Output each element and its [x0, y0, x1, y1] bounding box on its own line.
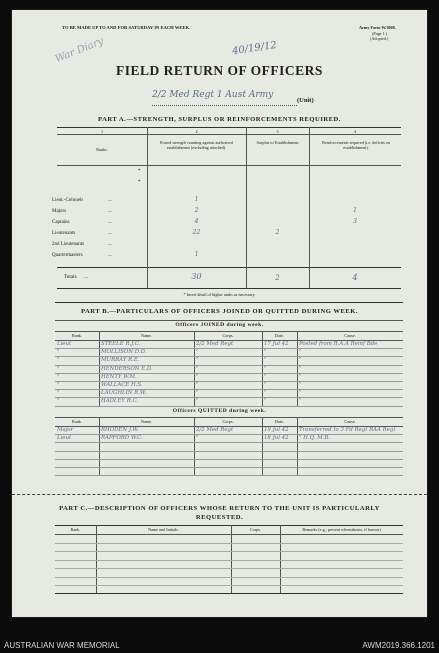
cell-rank: ": [57, 373, 60, 380]
page-ref: (Page 1.): [372, 31, 388, 36]
blank-row-line: [55, 551, 403, 552]
cell-date: ": [264, 365, 267, 372]
blank-row-line: [55, 585, 403, 586]
part-c-col-name: Name and Initials.: [148, 527, 179, 532]
cell-name: HADLEY R.C.: [101, 398, 139, 405]
cell-corps: ": [196, 398, 199, 405]
cell-name: LAUGHLIN R.W.: [101, 390, 147, 397]
cell-corps: ": [196, 365, 199, 372]
joined-heading: Officers JOINED during week.: [175, 322, 264, 328]
col-header-ranks: Ranks.: [96, 147, 108, 152]
form-number: Army Form W.3008.: [359, 25, 396, 30]
top-instruction: TO BE MADE UP TO AND FOR SATURDAY IN EACH WEEK.: [62, 25, 191, 30]
part-a-footnote: * Insert detail of higher ranks as necessary.: [183, 292, 256, 297]
page-title: FIELD RETURN OF OFFICERS: [116, 63, 323, 78]
reinforcements-value: 3: [353, 218, 357, 225]
part-c-heading-2: REQUESTED.: [195, 514, 244, 521]
posted-value: 2: [194, 207, 199, 214]
cell-rank: Lieut: [57, 435, 72, 442]
rank-label: Lieut.-Colonels: [52, 198, 84, 203]
quitted-heading: Officers QUITTED during week.: [172, 408, 267, 414]
cell-cause: ": [299, 382, 302, 388]
rank-label: 2nd Lieutenants: [52, 242, 85, 247]
part-a-top-rule: [57, 127, 401, 128]
cell-rank: Major: [57, 427, 74, 433]
rank-label: Lieutenants: [52, 231, 76, 236]
cell-corps: ": [196, 357, 199, 364]
cell-date: ": [264, 357, 267, 364]
col-header-reinforcements: Reinforcements required (i.e. deficits on establishment).: [322, 140, 390, 150]
part-b-heading: PART B.—PARTICULARS OF OFFICERS JOINED OR QUITTED DURING WEEK.: [80, 308, 359, 315]
cell-name: RHODEN J.W.: [101, 427, 139, 433]
column-header: Rank.: [72, 419, 82, 424]
rank-label: Captains: [52, 220, 70, 225]
cell-rank: ": [57, 390, 60, 397]
total-reinforcements: 4: [352, 273, 358, 282]
cell-rank: ": [57, 382, 60, 388]
posted-value: 1: [194, 196, 199, 203]
rank-dots: ...: [108, 209, 112, 214]
cell-cause: ": [299, 349, 302, 356]
cell-corps: ": [196, 349, 199, 356]
tear-line: [12, 494, 427, 495]
part-c-col-remarks: Remarks (e.g., present whereabouts, if known): [302, 527, 381, 532]
cell-cause: ": [299, 357, 302, 364]
cell-name: HENTY W.M.: [101, 373, 137, 380]
cell-date: ": [264, 398, 267, 405]
cell-date: 18 Jul 42: [264, 435, 289, 442]
footer-institution: AUSTRALIAN WAR MEMORIAL: [4, 641, 120, 650]
rank-dots: ...: [108, 253, 112, 258]
cell-name: WALLACE H.S.: [101, 382, 143, 388]
cell-name: STEELE R.J.C.: [101, 341, 141, 347]
cell-rank: Lieut: [57, 341, 72, 347]
column-header: Date.: [275, 419, 284, 424]
column-header: Name.: [140, 419, 153, 424]
cell-cause: " H.Q. M.B.: [299, 435, 331, 442]
total-posted: 30: [191, 272, 202, 281]
cell-rank: ": [57, 398, 60, 405]
cell-cause: ": [299, 390, 302, 397]
cell-corps: ": [196, 382, 199, 388]
part-c-col-corps: Corps.: [249, 527, 262, 532]
column-header: Cause.: [344, 419, 356, 424]
rank-dots: ...: [108, 242, 112, 247]
cell-date: ": [264, 349, 267, 356]
col-header-posted: Posted strength counting against authorised establishment (excluding attached).: [160, 140, 233, 150]
posted-value: 22: [192, 229, 201, 236]
blank-row-line: [55, 577, 403, 578]
col-num-4: 4: [353, 129, 357, 134]
column-header: Name.: [140, 333, 153, 338]
column-divider: [297, 332, 298, 406]
reference-number: 40/19/12: [231, 39, 278, 58]
col-num-2: 2: [195, 129, 198, 134]
column-divider: [194, 332, 195, 406]
cell-date: 17 Jul 42: [264, 341, 289, 347]
cell-name: MURRAY R.E.: [101, 357, 140, 364]
unit-handwritten: 2/2 Med Regt 1 Aust Army: [152, 90, 274, 100]
cell-corps: ": [196, 435, 199, 442]
total-surplus: 2: [275, 274, 280, 282]
rank-dots: ...: [108, 220, 112, 225]
footer-accession: AWM2019.366.1201: [362, 641, 435, 650]
cell-corps: 2/2 Med Regt: [196, 341, 234, 347]
cell-cause: Transferred to 3 Fd Regt RAA Regt: [299, 427, 396, 433]
cell-rank: ": [57, 349, 60, 356]
col-header-surplus: Surplus to Establishment.: [256, 140, 300, 145]
cell-cause: ": [299, 398, 302, 405]
posted-value: 4: [194, 218, 199, 225]
reinforcements-value: 1: [353, 207, 357, 214]
cell-corps: 2/2 Med Regt: [196, 427, 234, 433]
war-diary-stamp: War Diary: [53, 35, 106, 66]
cell-cause: Posted from R.A.A Reinf Bde: [299, 341, 378, 347]
cell-cause: ": [299, 373, 302, 380]
part-c-col-rank: Rank.: [70, 527, 81, 532]
cell-corps: ": [196, 390, 199, 397]
column-divider: [99, 332, 100, 406]
part-a-heading: PART A.—STRENGTH, SURPLUS OR REINFORCEMENTS REQUIRED.: [98, 116, 341, 123]
column-header: Date.: [275, 333, 284, 338]
unit-label: (Unit): [297, 97, 314, 104]
col-num-1: 1: [100, 129, 104, 134]
rank-dots: ...: [108, 231, 112, 236]
col-num-3: 3: [276, 129, 279, 134]
part-c-heading-1: PART C.—DESCRIPTION OF OFFICERS WHOSE RETURN TO THE UNIT IS PARTICULARLY: [59, 505, 380, 512]
column-header: Rank.: [72, 333, 82, 338]
column-header: Cause.: [344, 333, 356, 338]
column-header: Corps.: [222, 419, 234, 424]
unit-line: [152, 105, 297, 106]
totals-dots: ...: [84, 274, 88, 280]
blank-row-line: [55, 543, 403, 544]
cell-rank: ": [57, 357, 60, 364]
rank-label: Quartermasters: [52, 253, 83, 258]
cell-date: ": [264, 382, 267, 388]
rank-label: Majors: [52, 209, 67, 214]
posted-value: 1: [194, 251, 199, 258]
cell-date: ": [264, 390, 267, 397]
cell-name: HENDERSON E.D.: [101, 365, 153, 372]
cell-cause: ": [299, 365, 302, 372]
surplus-value: 2: [275, 229, 280, 236]
column-divider: [262, 332, 263, 406]
cell-name: MOLLISON D.D.: [101, 349, 147, 356]
totals-label: Totals: [64, 274, 77, 280]
blank-row-line: [55, 560, 403, 561]
column-header: Corps.: [222, 333, 234, 338]
cell-name: RAPFORD W.C.: [101, 435, 143, 442]
adopted-label: (Adopted.): [370, 36, 389, 41]
rank-dots: ...: [108, 198, 112, 203]
form-page: TO BE MADE UP TO AND FOR SATURDAY IN EACH WEEK. Army Form W.3008. (Page 1.) (Adopted.) War Diary 40/19/12 FIELD RETURN OF OFFICERS 2/2 Med Regt 1 Aust Army (Unit) PART A.—STRENGTH, SURPLUS OR REINFORCEMENTS REQUIRED. 1 2 3 4 Ranks. Posted strength counting against authorised establishment (excluding attached). Surplus to Establishment. Reinforcements required (i.e. deficits on establishment). * * Lieut.-Colonels ... 1 Majors ... 2 1 Captains ... 4 3 Lieutenants ... 22 2 2nd Lieutenants ... Quartermasters ... 1 Totals ... 30 2 4 * Insert detail of higher ranks as necessary. PART B.—PARTICULARS OF OFFICERS JOINED OR QUITTED DURING WEEK. Officers JOINED during week. Rank. Name. Corps. Date. Cause. Lieut STEELE R.J.C. 2/2 Med Regt 17 Jul 42 Posted from R.A.A Reinf Bde " MOLLISON D.D. " " " " MURRAY R.E. " " " " HENDERSON E.D. " " " " HENTY W.M. " " " " WALLACE H.S. " " " " LAUGHLIN R.W. " " " " HADLEY R.C. " " " Officers QUITTED during week. Rank. Name. Corps. Date. Cause. Major RHODEN J.W. 2/2 Med Regt 19 Jul 42 Transferred to 3 Fd Regt RAA Regt Lieut RAPFORD W.C. " 18 Jul 42 " H.Q. M.B. PART C.—DESCRIPTION OF OFFICERS WHOSE RETURN TO THE UNIT IS PARTICULARLY REQUESTED. Rank. Name and Initials. Corps. Remarks (e.g., present whereabouts, if known): [12, 10, 427, 617]
cell-date: 19 Jul 42: [264, 427, 289, 433]
cell-date: ": [264, 373, 267, 380]
cell-rank: ": [57, 365, 60, 372]
cell-corps: ": [196, 373, 199, 380]
blank-row-line: [55, 568, 403, 569]
